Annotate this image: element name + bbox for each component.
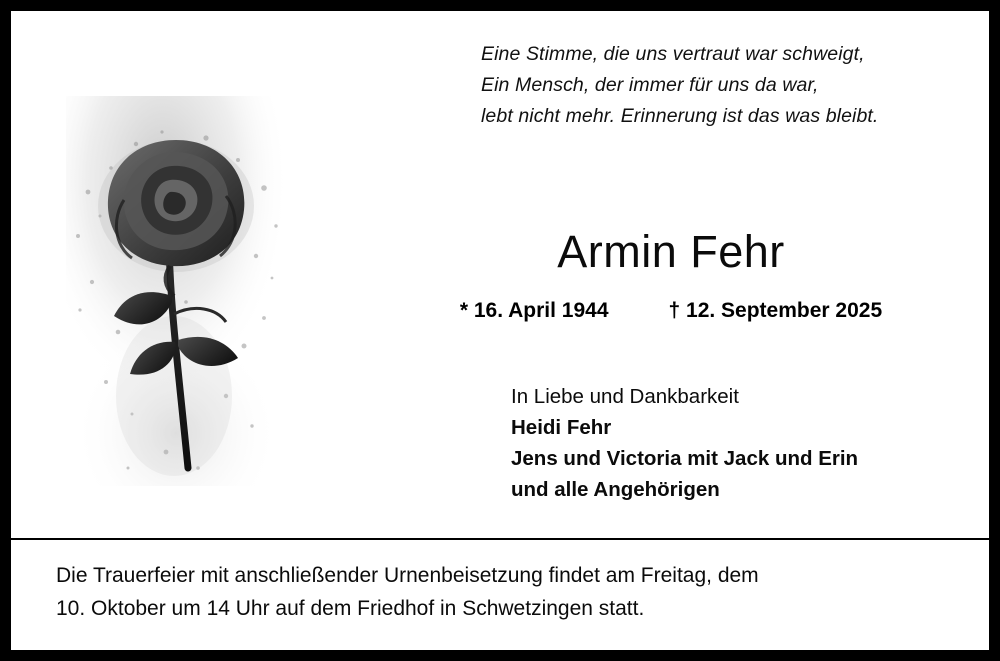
family-intro: In Liebe und Dankbarkeit: [511, 385, 739, 408]
verse-line-3: lebt nicht mehr. Erinnerung ist das was bleibt.: [481, 105, 879, 127]
notice-inner: [11, 11, 989, 650]
family-member-1: Heidi Fehr: [511, 416, 612, 439]
deceased-name: Armin Fehr: [557, 226, 785, 277]
rose-icon: [66, 96, 296, 486]
rose-illustration: [66, 96, 296, 486]
memorial-verse: [481, 39, 981, 132]
birth-date: * 16. April 1944: [459, 299, 609, 322]
funeral-details-line-1: Die Trauerfeier mit anschließender Urnenbeisetzung findet am Freitag, dem: [56, 564, 759, 587]
family-block: [511, 381, 971, 505]
life-dates: [391, 299, 951, 323]
horizontal-divider: [11, 538, 989, 540]
death-date: † 12. September 2025: [668, 299, 883, 322]
verse-line-2: Ein Mensch, der immer für uns da war,: [481, 74, 819, 96]
family-member-3: und alle Angehörigen: [511, 478, 720, 501]
family-member-2: Jens und Victoria mit Jack und Erin: [511, 447, 859, 470]
funeral-details-line-2: 10. Oktober um 14 Uhr auf dem Friedhof in Schwetzingen statt.: [56, 597, 645, 620]
verse-line-1: Eine Stimme, die uns vertraut war schweigt,: [481, 43, 865, 65]
funeral-details: [56, 559, 956, 625]
